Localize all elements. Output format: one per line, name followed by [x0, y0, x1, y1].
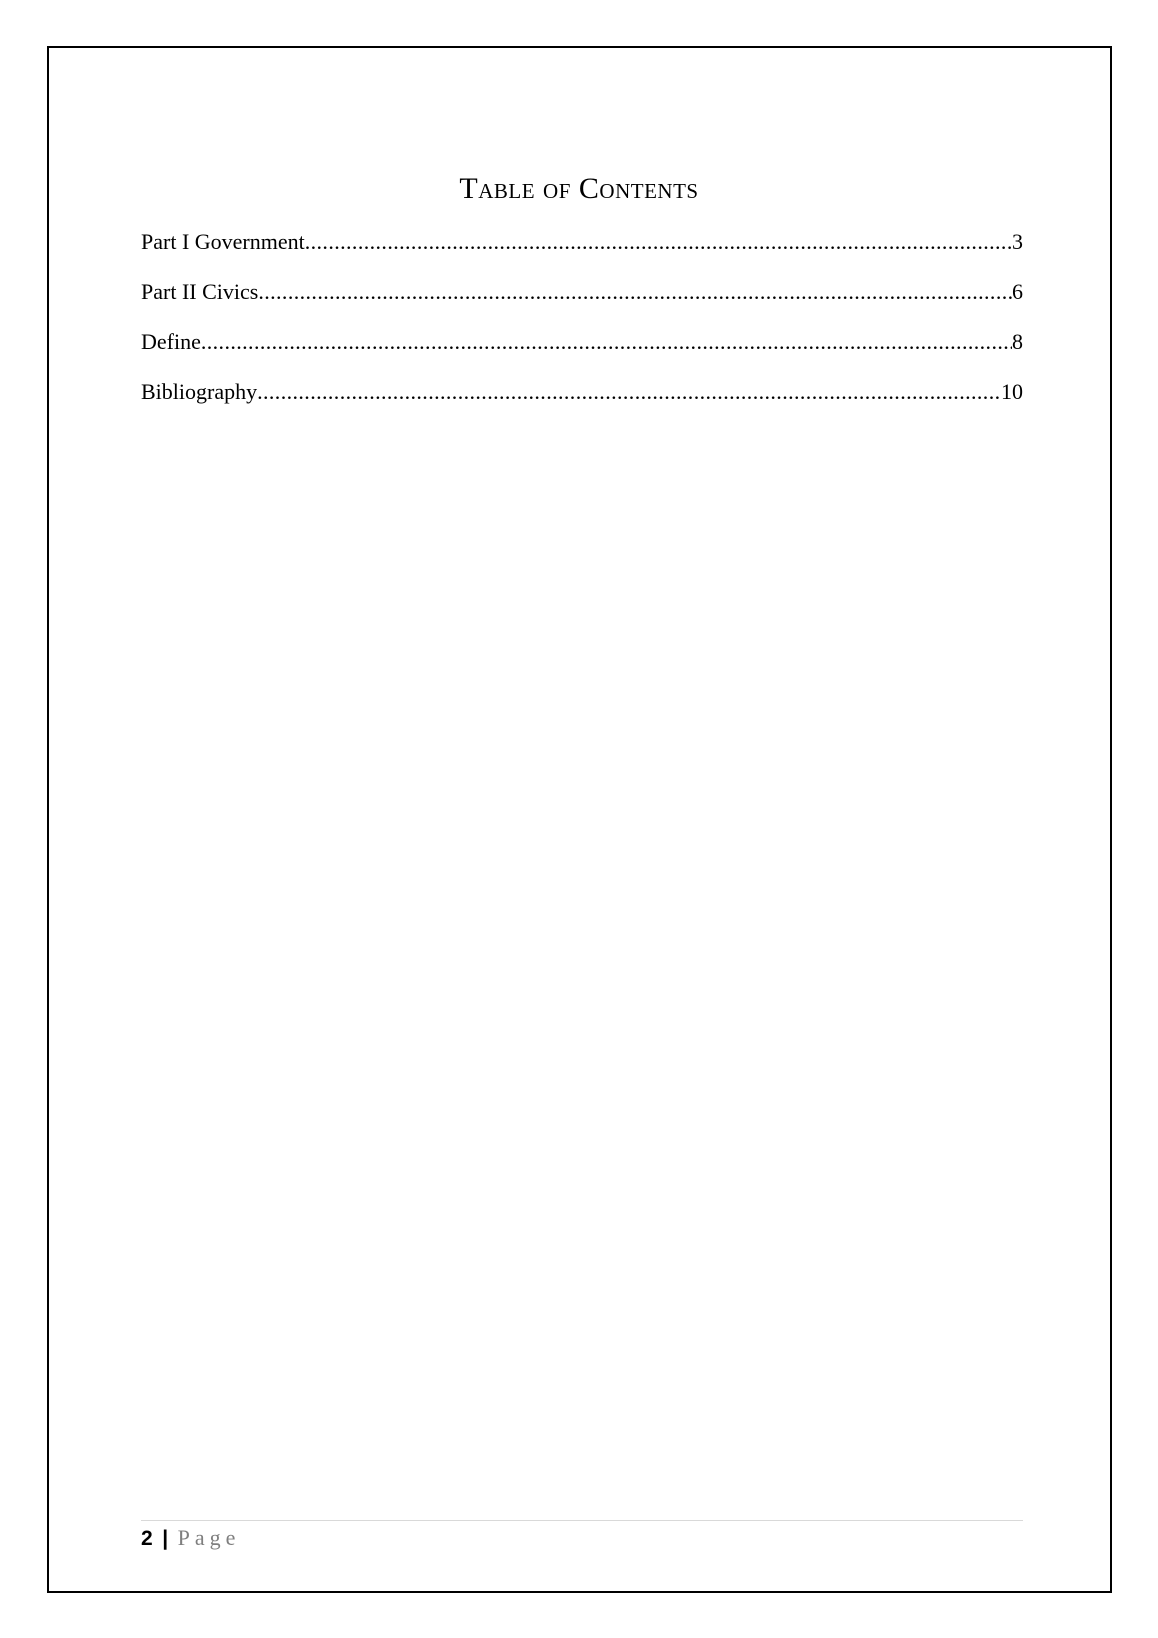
footer-divider: [141, 1520, 1023, 1521]
toc-dot-leader: [258, 276, 1012, 308]
toc-entry[interactable]: [141, 326, 1023, 376]
toc-entry-page: 3: [1012, 229, 1023, 254]
toc-entry[interactable]: [141, 226, 1023, 276]
toc-entry-page: 10: [1001, 379, 1023, 404]
toc-dot-leader: [305, 226, 1012, 258]
footer-separator: |: [162, 1527, 169, 1550]
toc-entry[interactable]: [141, 376, 1023, 426]
toc-entry[interactable]: [141, 276, 1023, 326]
toc-entry-page: 8: [1012, 329, 1023, 354]
toc-title: Table of Contents: [459, 172, 699, 205]
toc-entry-label: Define: [141, 329, 201, 354]
page-footer: [141, 1523, 240, 1554]
toc-entry-label: Part II Civics: [141, 279, 259, 304]
toc-dot-leader: [257, 376, 1001, 408]
footer-page-number: 2: [141, 1527, 153, 1550]
toc-dot-leader: [201, 326, 1012, 358]
toc-entry-page: 6: [1012, 279, 1023, 304]
toc-list: [141, 226, 1023, 426]
toc-entry-label: Part I Government: [141, 229, 305, 254]
toc-entry-label: Bibliography: [141, 379, 258, 404]
footer-page-label: Page: [177, 1525, 241, 1550]
